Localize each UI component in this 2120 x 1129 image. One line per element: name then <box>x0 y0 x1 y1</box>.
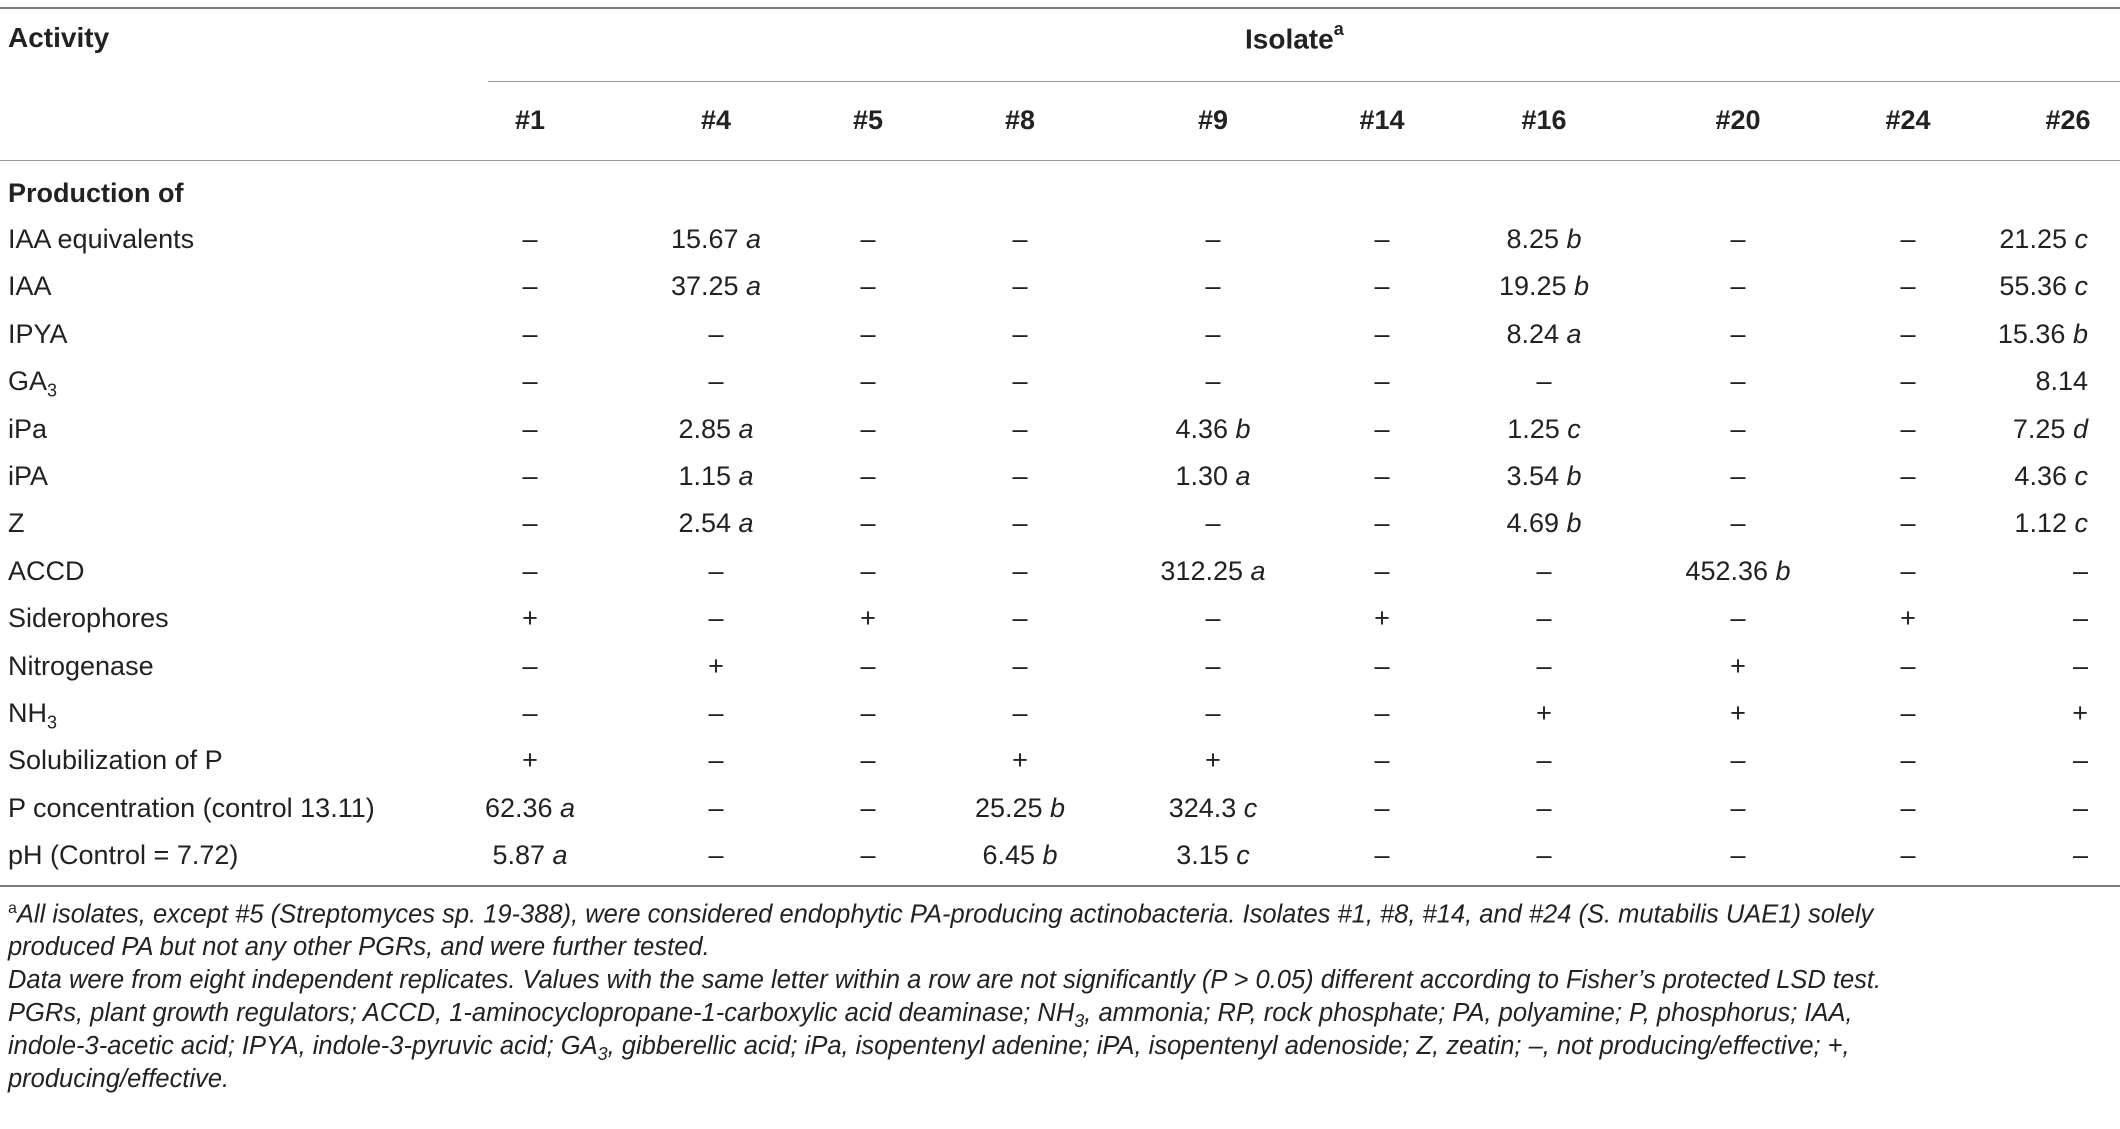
cell-value: – <box>708 698 724 728</box>
cell-value: + <box>1374 603 1390 634</box>
cell-value: + <box>1012 745 1028 776</box>
footnote-3-line-1-sub: 3 <box>1074 1011 1085 1032</box>
cell-value: + <box>708 650 724 681</box>
cell-value: 1.15 <box>678 461 731 491</box>
table-cell <box>1434 224 1654 255</box>
row-label-text: iPa <box>8 413 48 444</box>
table-cell <box>910 319 1130 350</box>
significance-letter: b <box>1574 271 1590 302</box>
significance-letter: a <box>746 271 762 302</box>
cell-value: – <box>1374 413 1390 444</box>
cell-value: – <box>860 461 876 491</box>
cell-value: – <box>1900 555 1916 586</box>
cell-value: – <box>860 224 876 254</box>
column-header: #16 <box>1521 105 1567 135</box>
table-cell <box>1868 366 2088 397</box>
row-label <box>8 414 47 445</box>
table-cell <box>1434 745 1654 776</box>
row-label-text: NH <box>8 698 47 728</box>
bottom-rule <box>0 885 2120 887</box>
cell-value: – <box>860 271 876 302</box>
cell-value: – <box>1730 840 1746 871</box>
isolate-rule <box>488 81 2120 82</box>
significance-letter: c <box>2074 508 2088 539</box>
cell-value: – <box>860 318 876 349</box>
cell-value: – <box>860 508 876 539</box>
table-cell <box>1868 508 2088 539</box>
cell-value: – <box>1900 508 1916 539</box>
cell-value: – <box>1536 840 1552 871</box>
cell-value: – <box>860 792 876 823</box>
row-label-text: ACCD <box>8 555 85 586</box>
significance-letter: c <box>2074 271 2088 302</box>
cell-value: 1.25 <box>1507 413 1560 444</box>
significance-letter: d <box>2072 413 2088 444</box>
table-cell <box>910 603 1130 634</box>
table-cell <box>1434 461 1654 492</box>
cell-value: – <box>2072 555 2088 586</box>
significance-letter: a <box>1235 461 1251 491</box>
cell-value: 312.25 <box>1160 555 1244 586</box>
cell-value: – <box>522 271 538 302</box>
row-label-text: iPA <box>8 461 49 491</box>
column-header: #14 <box>1359 105 1405 135</box>
cell-value: 25.25 <box>974 792 1043 823</box>
table-cell <box>1868 603 2088 634</box>
cell-value: – <box>1374 224 1390 254</box>
cell-value: – <box>2072 650 2088 681</box>
cell-value: – <box>522 508 538 539</box>
significance-letter: a <box>560 792 576 823</box>
cell-value: – <box>1536 366 1552 397</box>
table-cell <box>1434 603 1654 634</box>
cell-value: 37.25 <box>670 271 739 302</box>
cell-value: 21.25 <box>1999 224 2067 254</box>
cell-value: – <box>708 366 724 397</box>
table-cell <box>1434 651 1654 682</box>
cell-value: 4.36 <box>1175 413 1228 444</box>
row-label-text: IAA <box>8 271 52 302</box>
significance-letter: c <box>2074 461 2088 491</box>
row-label <box>8 271 52 302</box>
table-cell <box>1434 366 1654 397</box>
isolate-header-text: Isolate <box>1245 23 1334 55</box>
significance-letter: b <box>1566 508 1582 539</box>
cell-value: – <box>2072 840 2088 871</box>
footnote-3-line-2-b: , gibberellic acid; iPa, isopentenyl adenine; iPA, isopentenyl adenoside; Z, zeatin; –, not producing/effective; +, <box>607 1032 1850 1060</box>
significance-letter: a <box>738 461 754 491</box>
cell-value: 4.69 <box>1506 508 1559 539</box>
table-cell <box>1868 271 2088 302</box>
cell-value: 1.12 <box>2014 508 2067 539</box>
table-cell <box>1868 414 2088 445</box>
cell-value: – <box>1205 698 1221 728</box>
table-cell <box>910 651 1130 682</box>
footnote-3-line-2-a: indole-3-acetic acid; IPYA, indole-3-pyruvic acid; GA <box>8 1032 598 1060</box>
significance-letter: a <box>746 224 762 254</box>
cell-value: – <box>860 555 876 586</box>
cell-value: – <box>708 555 724 586</box>
significance-letter: b <box>1566 224 1582 254</box>
row-label <box>8 319 68 350</box>
significance-letter: c <box>1236 840 1250 871</box>
table-cell <box>1868 745 2088 776</box>
cell-value: – <box>1374 318 1390 349</box>
cell-value: – <box>1536 650 1552 681</box>
cell-value: – <box>522 698 538 728</box>
row-label-subscript: 3 <box>47 380 58 401</box>
cell-value: 15.36 <box>1997 318 2066 349</box>
significance-letter: a <box>1566 318 1582 349</box>
row-label-subscript: 3 <box>47 712 58 733</box>
table-cell <box>1868 793 2088 824</box>
cell-value: – <box>1730 318 1746 349</box>
table-cell <box>1434 840 1654 871</box>
table-cell <box>910 840 1130 871</box>
cell-value: – <box>1012 650 1028 681</box>
cell-value: – <box>1900 698 1916 728</box>
cell-value: – <box>1012 461 1028 491</box>
cell-value: – <box>1374 271 1390 302</box>
cell-value: + <box>860 603 876 634</box>
cell-value: – <box>1205 366 1221 397</box>
table-cell <box>910 556 1130 587</box>
footnote-3-line-1 <box>8 999 1853 1032</box>
cell-value: + <box>1205 745 1221 776</box>
footnote-3-line-3: producing/effective. <box>8 1065 230 1093</box>
header-rule <box>0 160 2120 161</box>
cell-value: – <box>1900 224 1916 254</box>
cell-value: + <box>522 603 538 634</box>
column-header: #8 <box>1004 105 1036 135</box>
cell-value: – <box>1205 603 1221 634</box>
cell-value: – <box>1900 318 1916 349</box>
column-header: #24 <box>1885 105 1931 135</box>
cell-value: 8.24 <box>1506 318 1559 349</box>
table-cell <box>1434 508 1654 539</box>
cell-value: – <box>708 745 724 776</box>
cell-value: – <box>1900 461 1916 491</box>
cell-value: – <box>1012 366 1028 397</box>
footnote-3-line-2-sub: 3 <box>597 1044 608 1065</box>
row-label-text: IAA equivalents <box>8 224 195 254</box>
cell-value: – <box>1900 745 1916 776</box>
column-header: #4 <box>700 105 732 135</box>
footnote-1-line-2: produced PA but not any other PGRs, and were further tested. <box>8 933 710 961</box>
cell-value: – <box>522 318 538 349</box>
cell-value: – <box>522 413 538 444</box>
cell-value: – <box>860 413 876 444</box>
row-label-text: Z <box>8 508 25 539</box>
row-label <box>8 461 48 492</box>
footnote-3-line-1-b: , ammonia; RP, rock phosphate; PA, polyamine; P, phosphorus; IAA, <box>1084 999 1853 1027</box>
cell-value: – <box>2072 745 2088 776</box>
cell-value: – <box>1536 555 1552 586</box>
cell-value: – <box>1374 840 1390 871</box>
cell-value: – <box>1012 271 1028 302</box>
significance-letter: c <box>1243 792 1258 823</box>
isolate-footnote-marker: a <box>1333 19 1344 39</box>
cell-value: – <box>1205 508 1221 539</box>
cell-value: – <box>2072 792 2088 823</box>
column-header: #9 <box>1197 105 1229 135</box>
row-label-text: GA <box>8 366 48 397</box>
table-cell <box>910 224 1130 255</box>
cell-value: 2.85 <box>678 413 731 444</box>
cell-value: 8.25 <box>1506 224 1559 254</box>
significance-letter: b <box>1566 461 1582 491</box>
cell-value: – <box>522 555 538 586</box>
cell-value: 15.67 <box>670 224 739 254</box>
significance-letter: b <box>1050 792 1066 823</box>
column-header: #20 <box>1715 105 1761 135</box>
footnote-3-line-2 <box>8 1032 1850 1065</box>
column-header: #5 <box>852 105 884 135</box>
footnote-3-line-1-a: PGRs, plant growth regulators; ACCD, 1-aminocyclopropane-1-carboxylic acid deaminase; NH <box>8 999 1075 1027</box>
cell-value: – <box>860 840 876 871</box>
table-cell <box>910 271 1130 302</box>
cell-value: 3.15 <box>1176 840 1229 871</box>
row-label-text: pH (Control = 7.72) <box>8 840 239 871</box>
cell-value: – <box>1536 745 1552 776</box>
cell-value: 19.25 <box>1498 271 1567 302</box>
cell-value: + <box>1900 603 1916 634</box>
cell-value: – <box>1730 413 1746 444</box>
cell-value: – <box>1374 792 1390 823</box>
cell-value: – <box>2072 603 2088 634</box>
top-rule <box>0 7 2120 9</box>
section-title: Production of <box>8 178 184 208</box>
table-cell <box>1434 319 1654 350</box>
row-label <box>8 793 375 824</box>
cell-value: 7.25 <box>2012 413 2066 444</box>
cell-value: – <box>1012 413 1028 444</box>
table-cell <box>1868 840 2088 871</box>
cell-value: – <box>1900 650 1916 681</box>
cell-value: + <box>1730 698 1746 728</box>
significance-letter: a <box>1250 555 1266 586</box>
row-label <box>8 840 238 871</box>
table-cell <box>1868 461 2088 492</box>
table-cell <box>1868 224 2088 255</box>
significance-letter: c <box>1567 413 1581 444</box>
cell-value: 2.54 <box>678 508 731 539</box>
cell-value: – <box>1374 650 1390 681</box>
cell-value: – <box>1536 792 1552 823</box>
footnote-1-text: All isolates, except #5 (Streptomyces sp. 19-388), were considered endophytic PA-producing actinobacteria. Isolates #1, #8, #14, and #24 (S. mutabilis UAE1) solely <box>16 900 1874 929</box>
footnote-1-marker: a <box>8 900 17 917</box>
cell-value: – <box>708 840 724 871</box>
table-cell <box>1868 651 2088 682</box>
cell-value: – <box>1730 224 1746 254</box>
cell-value: – <box>1374 555 1390 586</box>
row-label <box>8 224 194 255</box>
cell-value: – <box>1012 698 1028 728</box>
cell-value: – <box>1012 603 1028 634</box>
table-cell <box>910 461 1130 492</box>
row-label <box>8 651 154 682</box>
cell-value: 55.36 <box>1999 271 2067 302</box>
significance-letter: a <box>552 840 568 871</box>
footnote-1-line-1 <box>8 900 1873 930</box>
cell-value: – <box>522 366 538 397</box>
cell-value: – <box>1012 508 1028 539</box>
table-cell <box>1434 793 1654 824</box>
table-cell <box>910 793 1130 824</box>
row-label <box>8 698 57 733</box>
cell-value: – <box>1205 271 1221 302</box>
row-label-text: Nitrogenase <box>8 650 154 681</box>
cell-value: – <box>708 318 724 349</box>
cell-value: – <box>1012 555 1028 586</box>
cell-value: – <box>1900 792 1916 823</box>
significance-letter: b <box>1235 413 1251 444</box>
cell-value: – <box>1012 224 1028 254</box>
row-label <box>8 508 25 539</box>
table-cell <box>910 366 1130 397</box>
cell-value: – <box>1730 366 1746 397</box>
cell-value: – <box>1900 413 1916 444</box>
column-header: #1 <box>514 105 546 135</box>
isolate-header <box>1245 19 1344 55</box>
cell-value: – <box>1374 366 1390 397</box>
table-cell <box>910 414 1130 445</box>
cell-value: – <box>1730 508 1746 539</box>
cell-value: – <box>522 224 538 254</box>
cell-value: 3.54 <box>1506 461 1559 491</box>
table-cell <box>1868 556 2088 587</box>
cell-value: + <box>1730 650 1746 681</box>
significance-letter: a <box>738 413 754 444</box>
cell-value: – <box>522 461 538 491</box>
row-label <box>8 366 57 401</box>
column-header: #26 <box>2045 105 2091 135</box>
cell-value: – <box>708 603 724 634</box>
cell-value: – <box>1205 318 1221 349</box>
row-label-text: Siderophores <box>8 603 169 634</box>
cell-value: – <box>1374 698 1390 728</box>
cell-value: – <box>1730 792 1746 823</box>
table-cell <box>1434 271 1654 302</box>
cell-value: – <box>860 366 876 397</box>
cell-value: – <box>1730 745 1746 776</box>
row-label-text: Solubilization of P <box>8 745 223 776</box>
cell-value: – <box>1205 650 1221 681</box>
table-cell <box>910 508 1130 539</box>
cell-value: 452.36 <box>1685 555 1769 586</box>
cell-value: 4.36 <box>2014 461 2067 491</box>
cell-value: – <box>522 650 538 681</box>
row-label-text: IPYA <box>8 318 68 349</box>
cell-value: – <box>860 698 876 728</box>
table-cell <box>910 745 1130 776</box>
cell-value: – <box>1374 745 1390 776</box>
cell-value: – <box>1730 461 1746 491</box>
row-label <box>8 745 223 776</box>
footnote-2: Data were from eight independent replicates. Values with the same letter within a row are not significantly (P > 0.05) different according to Fisher’s protected LSD test. <box>8 966 1882 994</box>
cell-value: – <box>860 745 876 776</box>
cell-value: – <box>1536 603 1552 634</box>
cell-value: – <box>860 650 876 681</box>
cell-value: – <box>708 792 724 823</box>
cell-value: + <box>522 745 538 776</box>
cell-value: 5.87 <box>492 840 545 871</box>
cell-value: 8.14 <box>2035 366 2088 397</box>
cell-value: – <box>1374 508 1390 539</box>
cell-value: – <box>1730 271 1746 302</box>
table-cell <box>1868 319 2088 350</box>
cell-value: 1.30 <box>1175 461 1228 491</box>
table-cell <box>1434 414 1654 445</box>
cell-value: – <box>1205 224 1221 254</box>
table-cell <box>910 698 1130 729</box>
activity-header: Activity <box>8 22 110 53</box>
significance-letter: a <box>738 508 754 539</box>
cell-value: – <box>1900 840 1916 871</box>
cell-value: – <box>1730 603 1746 634</box>
cell-value: 324.3 <box>1168 792 1237 823</box>
cell-value: + <box>1536 698 1552 728</box>
table-cell <box>1868 698 2088 729</box>
cell-value: – <box>1900 271 1916 302</box>
significance-letter: c <box>2074 224 2088 254</box>
cell-value: – <box>1012 318 1028 349</box>
cell-value: – <box>1374 461 1390 491</box>
table-cell <box>1434 556 1654 587</box>
cell-value: + <box>2072 698 2088 728</box>
row-label-text: P concentration (control 13.11) <box>8 792 375 823</box>
cell-value: 62.36 <box>484 792 553 823</box>
significance-letter: b <box>2072 318 2088 349</box>
significance-letter: b <box>1042 840 1058 871</box>
cell-value: – <box>1900 366 1916 397</box>
row-label <box>8 556 85 587</box>
row-label <box>8 603 169 634</box>
table-cell <box>1434 698 1654 729</box>
cell-value: 6.45 <box>982 840 1035 871</box>
significance-letter: b <box>1775 555 1791 586</box>
